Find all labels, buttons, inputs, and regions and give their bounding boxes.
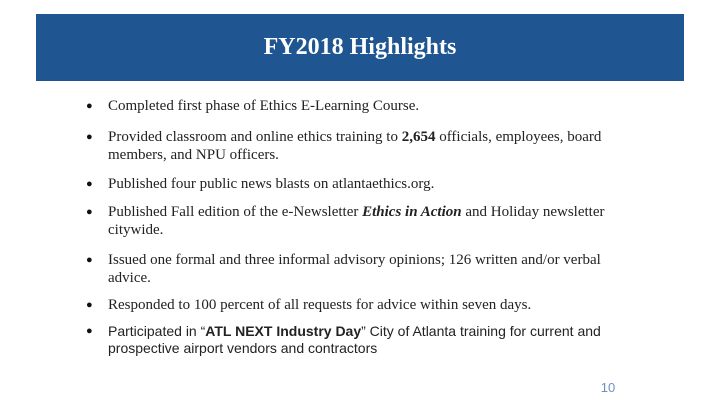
bullet-icon: ● [86, 325, 93, 337]
list-item-text: Published four public news blasts on atlantaethics.org. [108, 176, 435, 192]
list-item-text: Published Fall edition of the e-Newsletter Ethics in Action and Holiday newsletter citywide. [108, 204, 605, 238]
list-item [86, 323, 646, 357]
bullet-icon: ● [86, 206, 93, 218]
list-item [86, 203, 646, 239]
list-item [86, 296, 646, 314]
list-item-text: Issued one formal and three informal advisory opinions; 126 written and/or verbal advice. [108, 252, 601, 286]
list-item-text: Completed first phase of Ethics E-Learning Course. [108, 98, 420, 114]
list-item-text: Provided classroom and online ethics training to 2,654 officials, employees, board members, and NPU officers. [108, 129, 602, 163]
bullet-icon: ● [86, 254, 93, 266]
event-name: ATL NEXT Industry Day [205, 323, 362, 339]
newsletter-name: Ethics in Action [362, 204, 462, 220]
list-item [86, 175, 646, 193]
list-item [86, 97, 646, 115]
list-item [86, 251, 646, 287]
training-count: 2,654 [401, 129, 436, 145]
list-item [86, 128, 646, 164]
slide-title: FY2018 Highlights [263, 34, 457, 60]
bullet-icon: ● [86, 299, 93, 311]
bullet-icon: ● [86, 178, 93, 190]
page-number: 10 [600, 380, 616, 395]
title-banner [36, 14, 684, 81]
bullet-icon: ● [86, 100, 93, 112]
list-item-text: Participated in “ATL NEXT Industry Day” City of Atlanta training for current and prospective airport vendors and contractors [108, 323, 601, 356]
list-item-text: Responded to 100 percent of all requests for advice within seven days. [108, 297, 532, 313]
bullet-icon: ● [86, 131, 93, 143]
